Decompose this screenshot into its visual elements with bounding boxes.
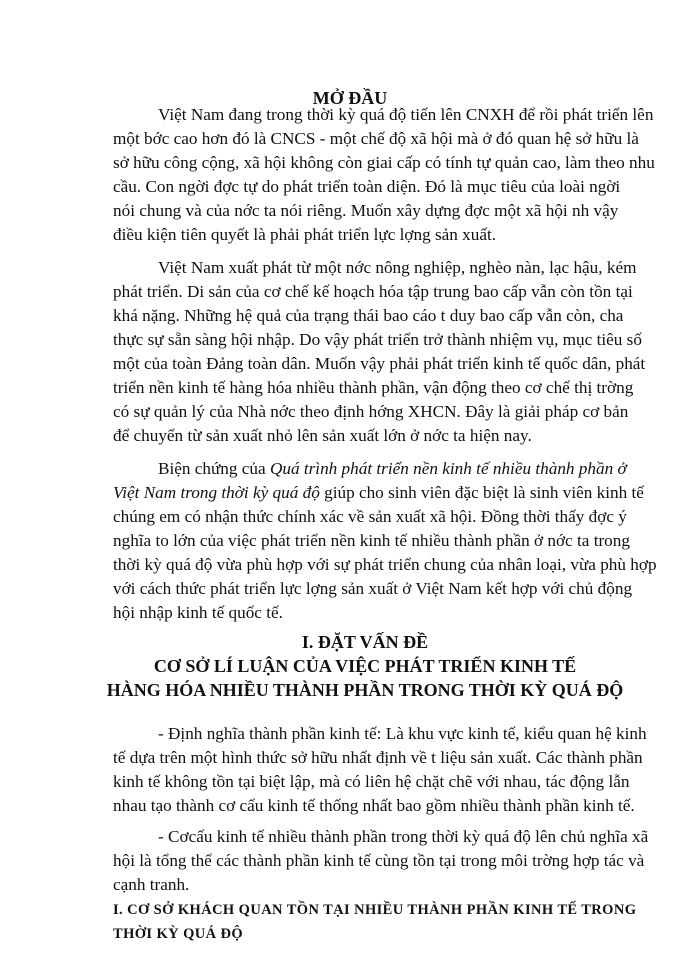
- paragraph-line: phát triển. Di sản của cơ chế kế hoạch hóa tập trung bao cấp vẫn còn tồn tại: [113, 282, 633, 301]
- paragraph-line: kinh tế không tồn tại biệt lập, mà có liên hệ chặt chẽ với nhau, tác động lẫn: [113, 772, 630, 791]
- paragraph-line: - Định nghĩa thành phần kinh tế: Là khu vực kinh tế, kiểu quan hệ kinh: [158, 724, 647, 743]
- paragraph-line: để chuyển từ sản xuất nhỏ lên sản xuất lớn ở nớc ta hiện nay.: [113, 426, 532, 445]
- italic-text: Việt Nam trong thời kỳ quá độ: [113, 483, 320, 502]
- plain-text: Biện chứng của: [158, 459, 270, 478]
- subsection-heading: THỜI KỲ QUÁ ĐỘ: [113, 926, 244, 942]
- subsection-heading: I. CƠ SỞ KHÁCH QUAN TỒN TẠI NHIỀU THÀNH PHẦN KINH TẾ TRONG: [113, 902, 637, 918]
- paragraph-line: cạnh tranh.: [113, 875, 190, 894]
- paragraph-line: thực sự sẵn sàng hội nhập. Do vậy phát triển trở thành nhiệm vụ, mục tiêu số: [113, 330, 642, 349]
- paragraph-line: điều kiện tiên quyết là phải phát triển lực lợng sản xuất.: [113, 225, 497, 244]
- paragraph-line: khá nặng. Những hệ quả của trạng thái bao cáo t duy bao cấp vẫn còn, cha: [113, 306, 624, 325]
- paragraph-line: Việt Nam đang trong thời kỳ quá độ tiến lên CNXH để rồi phát triển lên: [158, 105, 654, 124]
- section-heading: HÀNG HÓA NHIỀU THÀNH PHẦN TRONG THỜI KỲ QUÁ ĐỘ: [106, 680, 624, 700]
- paragraph-line: hội là tổng thể các thành phần kinh tế cùng tồn tại trong môi trờng hợp tác và: [113, 851, 645, 870]
- section-heading: I. ĐẶT VẤN ĐỀ: [301, 632, 429, 652]
- paragraph-line: nghĩa to lớn của việc phát triển nền kinh tế nhiều thành phần ở nớc ta trong: [113, 531, 630, 550]
- paragraph-line: chúng em có nhận thức chính xác về sản xuất xã hội. Đồng thời thấy đợc ý: [113, 507, 627, 526]
- paragraph-line: một của toàn Đảng toàn dân. Muốn vậy phải phát triển kinh tế quốc dân, phát: [113, 354, 646, 373]
- paragraph-line: có sự quản lý của Nhà nớc theo định hớng XHCN. Đây là giải pháp cơ bản: [113, 402, 629, 421]
- paragraph-line: [113, 481, 644, 505]
- plain-text: giúp cho sinh viên đặc biệt là sinh viên kinh tế: [319, 483, 644, 502]
- paragraph-line: nhau tạo thành cơ cấu kinh tế thống nhất bao gồm nhiều thành phần kinh tế.: [113, 796, 635, 815]
- paragraph-line: với cách thức phát triển lực lợng sản xuất ở Việt Nam kết hợp với chủ động: [113, 579, 633, 598]
- paragraph-line: Việt Nam xuất phát từ một nớc nông nghiệp, nghèo nàn, lạc hậu, kém: [158, 258, 637, 277]
- paragraph-line: nói chung và của nớc ta nói riêng. Muốn xây dựng đợc một xã hội nh vậy: [113, 201, 619, 220]
- paragraph-line: một bớc cao hơn đó là CNCS - một chế độ xã hội mà ở đó quan hệ sở hữu là: [113, 129, 639, 148]
- paragraph-line: [158, 457, 627, 481]
- paragraph-line: thời kỳ quá độ vừa phù hợp với sự phát triển chung của nhân loại, vừa phù hợp: [113, 555, 657, 574]
- section-heading: CƠ SỞ LÍ LUẬN CỦA VIỆC PHÁT TRIỂN KINH TẾ: [153, 656, 577, 676]
- paragraph-line: hội nhập kinh tế quốc tế.: [113, 603, 283, 622]
- italic-text: Quá trình phát triển nền kinh tế nhiều thành phần ở: [269, 459, 627, 478]
- paragraph-line: sở hữu công cộng, xã hội không còn giai cấp có tính tự quản cao, làm theo nhu: [113, 153, 655, 172]
- paragraph-line: - Cơcấu kinh tế nhiều thành phần trong thời kỳ quá độ lên chủ nghĩa xã: [158, 827, 649, 846]
- paragraph-line: cầu. Con ngời đợc tự do phát triển toàn diện. Đó là mục tiêu của loài ngời: [113, 177, 621, 196]
- paragraph-line: tế dựa trên một hình thức sở hữu nhất định về t liệu sản xuất. Các thành phần: [113, 748, 643, 767]
- paragraph-line: triển nền kinh tế hàng hóa nhiều thành phần, vận động theo cơ chế thị trờng: [113, 378, 634, 397]
- document-title: MỞ ĐẦU: [312, 88, 388, 108]
